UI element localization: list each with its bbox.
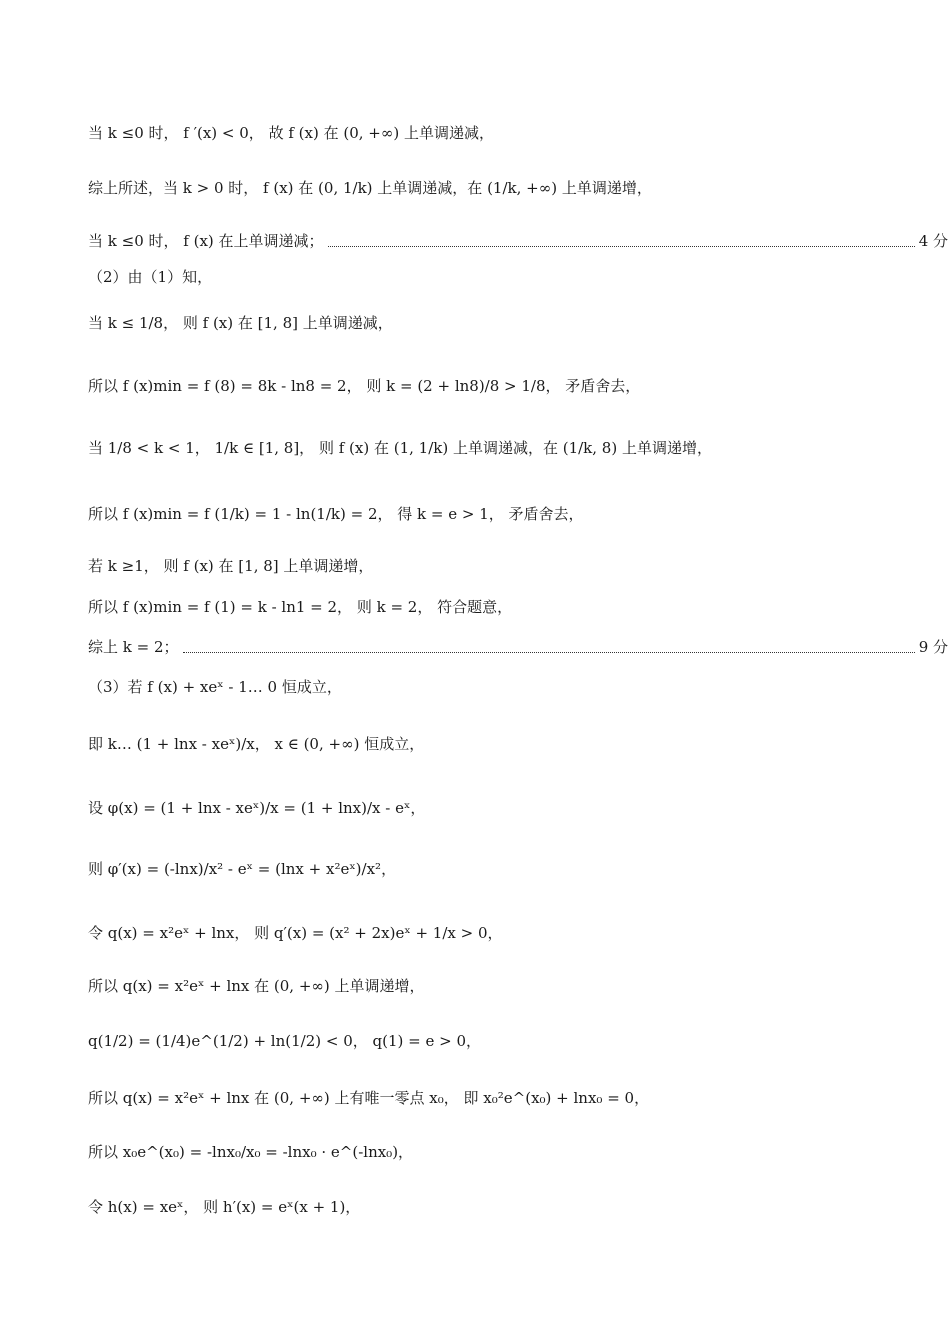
solution-line-7: 当 1/8 < k < 1， 1/k ∈ [1, 8]， 则 f (x) 在 (1, 1/k) 上单调递减，在 (1/k, 8) 上单调递增，	[88, 439, 712, 457]
solution-line-3	[88, 230, 948, 252]
dotted-leader	[328, 236, 915, 247]
solution-line-13: 即 k… (1 + lnx - xeˣ)/x， x ∈ (0, +∞) 恒成立，	[88, 735, 425, 753]
solution-line-18: q(1/2) = (1/4)e^(1/2) + ln(1/2) < 0， q(1) = e > 0，	[88, 1032, 481, 1050]
score-label: 9 分	[918, 638, 948, 656]
solution-line-15: 则 φ′(x) = (-lnx)/x² - eˣ = (lnx + x²eˣ)/x²，	[88, 860, 397, 878]
solution-line-6: 所以 f (x)min = f (8) = 8k - ln8 = 2， 则 k = (2 + ln8)/8 > 1/8， 矛盾舍去，	[88, 377, 641, 395]
solution-line-20: 所以 x₀e^(x₀) = -lnx₀/x₀ = -lnx₀ · e^(-lnx₀)，	[88, 1143, 414, 1161]
solution-line-14: 设 φ(x) = (1 + lnx - xeˣ)/x = (1 + lnx)/x - eˣ，	[88, 799, 426, 817]
score-label: 4 分	[918, 232, 948, 250]
solution-line-16: 令 q(x) = x²eˣ + lnx， 则 q′(x) = (x² + 2x)eˣ + 1/x > 0，	[88, 924, 503, 942]
solution-line-17: 所以 q(x) = x²eˣ + lnx 在 (0, +∞) 上单调递增，	[88, 977, 425, 995]
solution-line-10: 所以 f (x)min = f (1) = k - ln1 = 2， 则 k = 2， 符合题意，	[88, 598, 513, 616]
solution-line-3-text: 当 k ≤0 时， f (x) 在上单调递减；	[88, 232, 324, 250]
solution-line-11	[88, 636, 948, 658]
solution-line-21: 令 h(x) = xeˣ， 则 h′(x) = eˣ(x + 1)，	[88, 1198, 361, 1216]
dotted-leader	[183, 642, 915, 653]
solution-line-4: （2）由（1）知，	[88, 268, 213, 286]
solution-line-1: 当 k ≤0 时， f ′(x) < 0， 故 f (x) 在 (0, +∞) 上单调递减，	[88, 124, 494, 142]
solution-line-12: （3）若 f (x) + xeˣ - 1… 0 恒成立，	[88, 678, 342, 696]
solution-line-19: 所以 q(x) = x²eˣ + lnx 在 (0, +∞) 上有唯一零点 x₀， 即 x₀²e^(x₀) + lnx₀ = 0，	[88, 1089, 650, 1107]
solution-line-8: 所以 f (x)min = f (1/k) = 1 - ln(1/k) = 2， 得 k = e > 1， 矛盾舍去，	[88, 505, 584, 523]
solution-line-11-text: 综上 k = 2；	[88, 638, 179, 656]
solution-line-2: 综上所述，当 k > 0 时， f (x) 在 (0, 1/k) 上单调递减，在 (1/k, +∞) 上单调递增，	[88, 179, 652, 197]
solution-line-5: 当 k ≤ 1/8， 则 f (x) 在 [1, 8] 上单调递减，	[88, 314, 393, 332]
solution-line-9: 若 k ≥1， 则 f (x) 在 [1, 8] 上单调递增，	[88, 557, 374, 575]
